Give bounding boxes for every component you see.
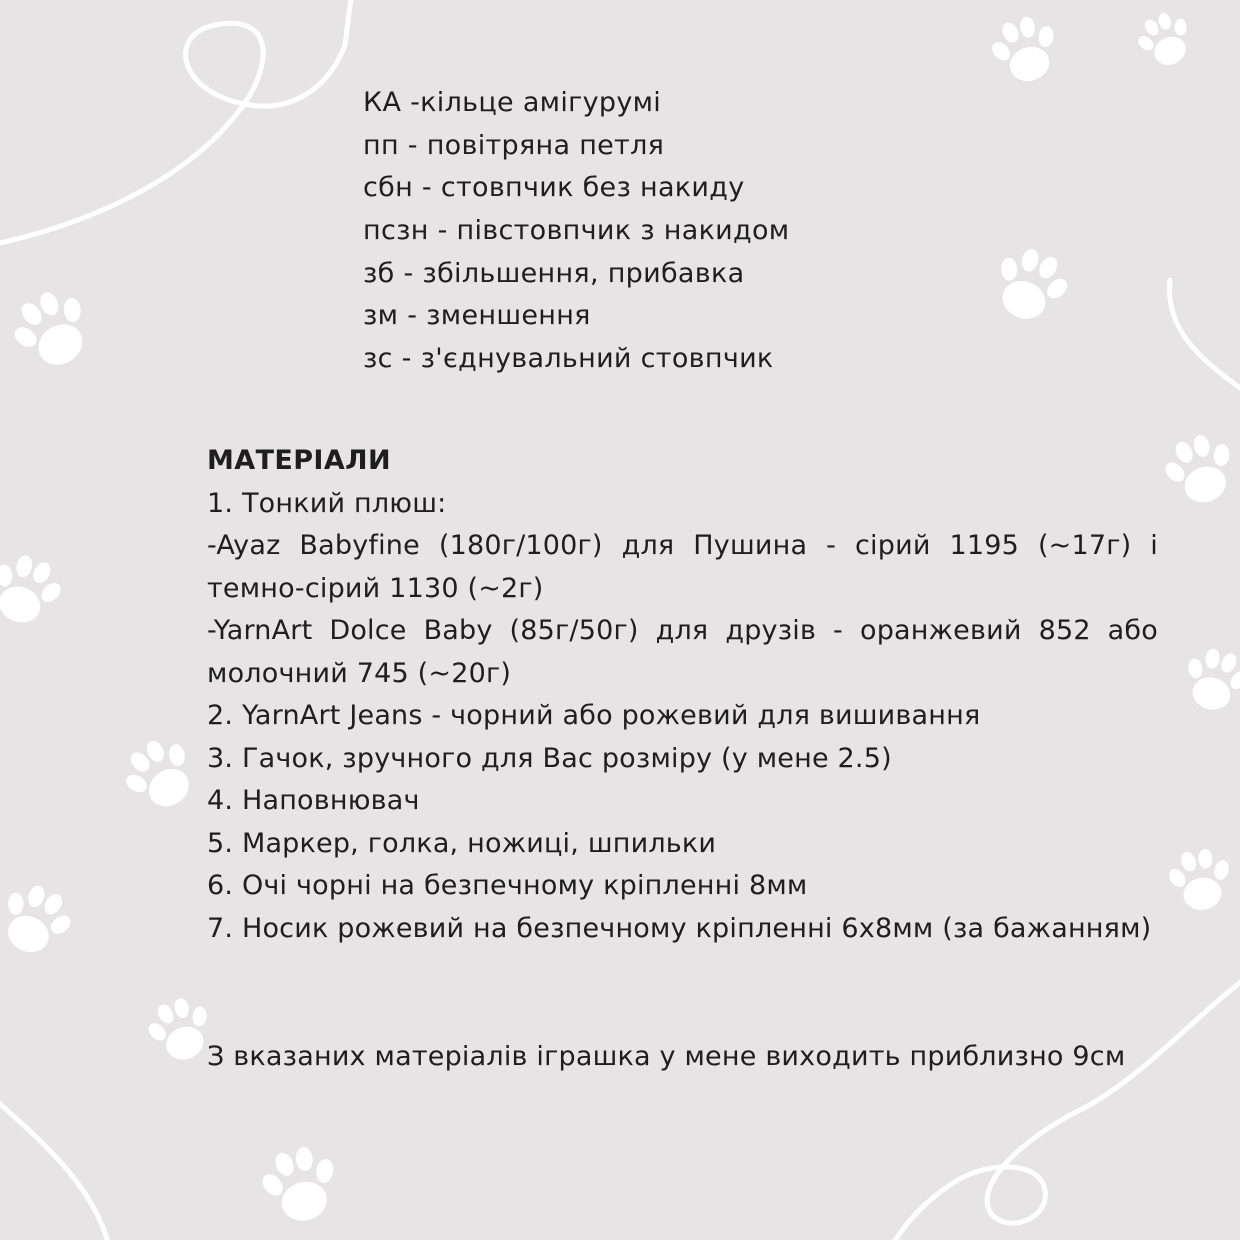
paw-print-icon (0, 278, 105, 381)
swirl-line (890, 975, 1240, 1240)
abbreviation-item: сбн - стовпчик без накиду (363, 172, 745, 204)
material-item: 4. Наповнювач (207, 785, 420, 816)
abbreviation-item: псзн - півстовпчик з накидом (363, 215, 790, 247)
abbreviation-item: зм - зменшення (363, 300, 591, 332)
abbreviation-item: зб - збільшення, прибавка (363, 257, 745, 289)
paw-print-icon (111, 726, 209, 823)
swirl-line (1170, 280, 1240, 395)
material-item: 6. Очі чорні на безпечному кріпленні 8мм (207, 870, 808, 901)
material-item: 2. YarnArt Jeans - чорний або рожевий для вишивання (207, 700, 981, 731)
material-item: 1. Тонкий плюш: (207, 487, 447, 519)
abbreviation-item: КА -кільце амігурумі (363, 87, 662, 118)
paw-print-icon (1163, 844, 1239, 915)
material-item: 5. Маркер, голка, ножиці, шпильки (207, 827, 717, 859)
paw-print-icon (982, 8, 1068, 90)
materials-heading: МАТЕРІАЛИ (207, 445, 391, 476)
material-item: 7. Носик рожевий на безпечному кріпленні 6х8мм (за бажанням) (207, 912, 1152, 944)
paw-print-icon (0, 874, 83, 965)
swirl-line (0, 1095, 110, 1240)
paw-print-icon (1155, 425, 1240, 513)
material-item: 3. Гачок, зручного для Вас розміру (у мене 2.5) (207, 742, 892, 774)
abbreviation-item: зс - з'єднувальний стовпчик (363, 343, 774, 375)
paw-print-icon (0, 546, 71, 634)
paw-print-icon (253, 1139, 349, 1230)
materials-section (207, 440, 1158, 950)
swirl-line (0, 0, 352, 245)
material-item: -Ayaz Babyfine (180г/100г) для Пушина - сірий 1195 (~17г) і темно-сірий 1130 (~2г) (207, 530, 1158, 604)
paw-print-icon (982, 238, 1079, 331)
material-item: -YarnArt Dolce Baby (85г/50г) для друзів - оранжевий 852 або молочний 745 (~20г) (207, 615, 1158, 689)
abbreviation-list (363, 82, 923, 381)
paw-print-icon (1129, 4, 1202, 75)
size-summary: З вказаних матеріалів іграшка у мене виходить приблизно 9см (207, 1041, 1126, 1072)
paw-print-icon (1176, 642, 1240, 718)
abbreviation-item: пп - повітряна петля (363, 129, 665, 161)
